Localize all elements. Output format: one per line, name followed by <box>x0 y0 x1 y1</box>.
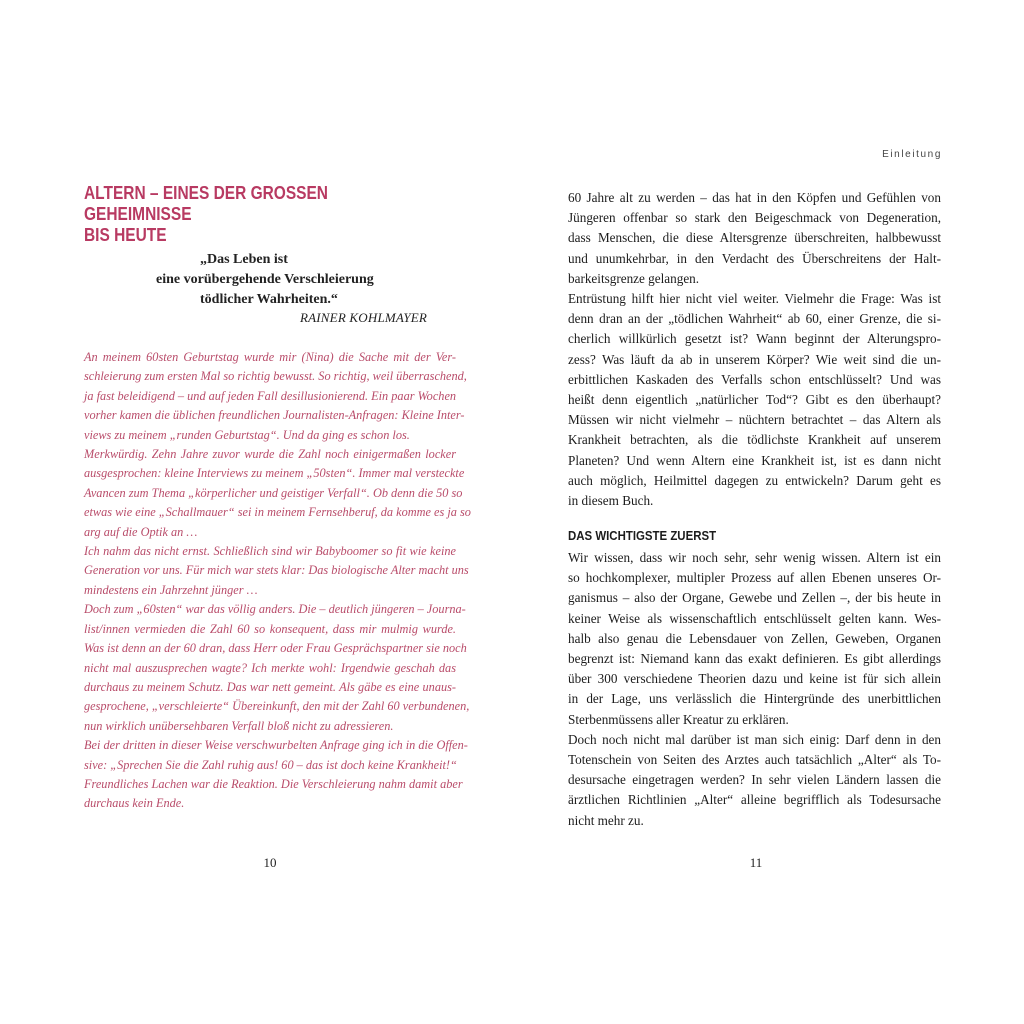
epigraph-line: „Das Leben ist <box>200 252 288 267</box>
chapter-title <box>84 183 394 246</box>
body-line: Totenschein von Seiten des Arztes auch tatsächlich „Alter“ als To- <box>568 752 941 768</box>
intro-line: Merkwürdig. Zehn Jahre zuvor wurde die Zahl noch einigermaßen locker <box>84 447 456 462</box>
body-line: ganismus – also der Organe, Gewebe und Zellen –, der bis heute in <box>568 590 941 606</box>
intro-line: sive: „Sprechen Sie die Zahl ruhig aus! 60 – das ist doch keine Krankheit!“ <box>84 757 457 772</box>
chapter-title-line: ALTERN – EINES DER GROSSEN GEHEIMNISSE <box>84 183 328 224</box>
body-text-block <box>568 548 941 831</box>
body-line: Jüngeren offenbar so stark den Beigeschmack von Degeneration, <box>568 210 941 226</box>
body-line: nicht mehr zu. <box>568 812 644 828</box>
body-line: in der Lage, uns verlässlich die Hintergründe des unerbittlichen <box>568 691 941 707</box>
body-line: desursache eingetragen werden? In sehr vielen Ländern lassen die <box>568 772 941 788</box>
body-line: zess? Was läuft da ab in unserem Körper? Wie weit sind die un- <box>568 351 941 367</box>
body-line: denn dran an der „tödlichen Wahrheit“ ab 60, einer Grenze, die si- <box>568 311 941 327</box>
epigraph-line: tödlicher Wahrheiten.“ <box>200 292 338 307</box>
body-line: Planeten? Und wenn Altern eine Krankheit ist, ist es dann nicht <box>568 452 941 468</box>
body-line: Müssen wir nicht vielmehr – nüchtern betrachtet – das Altern als <box>568 412 941 428</box>
body-line: cherlich willkürlich gesetzt ist? Wann beginnt der Alterungspro- <box>568 331 941 347</box>
running-head: Einleitung <box>882 149 942 160</box>
page-number-right: 11 <box>749 855 763 870</box>
epigraph-line: eine vorübergehende Verschleierung <box>156 272 374 287</box>
intro-line: schleierung zum ersten Mal so richtig bewusst. So richtig, weil überraschend, <box>84 369 467 384</box>
intro-line: nicht mal auszusprechen wagte? Ich merkte wohl: Irgendwie geschah das <box>84 660 456 675</box>
intro-line: list/innen vermieden die Zahl 60 so konsequent, dass mir mulmig wurde. <box>84 621 456 636</box>
body-line: keiner Weise als wissenschaftlich entschlüsselt gelten kann. Wes- <box>568 610 941 626</box>
body-line: Wir wissen, dass wir noch sehr, sehr wenig wissen. Altern ist ein <box>568 550 941 565</box>
intro-line: Bei der dritten in dieser Weise verschwurbelten Anfrage ging ich in die Offen- <box>84 738 468 753</box>
intro-line: mindestens ein Jahrzehnt jünger … <box>84 582 258 597</box>
section-heading: DAS WICHTIGSTE ZUERST <box>568 528 717 543</box>
intro-line: etwas wie eine „Schallmauer“ sei in meinem Fernsehberuf, da komme es ja so <box>84 505 471 520</box>
body-line: so hochkomplexer, multipler Prozess auf allen Ebenen unseres Or- <box>568 570 941 586</box>
body-line: erbittlichen Kaskaden des Verfalls schon entschlüsselt? Und was <box>568 371 941 387</box>
body-line: barkeitsgrenze gelangen. <box>568 270 700 286</box>
body-line: in diesem Buch. <box>568 493 654 509</box>
body-line: Entrüstung hilft hier nicht viel weiter. Vielmehr die Frage: Was ist <box>568 291 941 307</box>
body-text-block <box>568 188 941 511</box>
body-line: heißt denn eigentlich „natürlicher Tod“? Gibt es den überhaupt? <box>568 392 941 408</box>
intro-line: durchaus kein Ende. <box>84 796 185 811</box>
intro-line: Was ist denn an der 60 dran, dass Herr oder Frau Gesprächspartner sie noch <box>84 641 467 656</box>
body-line: Krankheit betrachten, als die tödlichste Krankheit auf unserem <box>568 432 941 448</box>
page-number-left: 10 <box>263 855 277 870</box>
intro-line: gesprochene, „verschleierte“ Übereinkunft, den mit der Zahl 60 verbundenen, <box>84 699 470 714</box>
body-line: Sterbenmüssens aller Kreatur zu erklären. <box>568 711 789 727</box>
intro-line: vorher kamen die üblichen freundlichen Journalisten-Anfragen: Kleine Inter- <box>84 408 465 423</box>
body-line: halb also genau die Lebensdauer von Zellen, Geweben, Organen <box>568 630 941 646</box>
body-line: über 300 verschiedene Theorien dazu und keine ist für sich allein <box>568 671 941 687</box>
intro-line: durchaus zu meinem Schutz. Das war nett gemeint. Als gäbe es eine unaus- <box>84 679 456 694</box>
intro-line: An meinem 60sten Geburtstag wurde mir (Nina) die Sache mit der Ver- <box>84 350 456 364</box>
intro-line: views zu meinem „runden Geburtstag“. Und da ging es schon los. <box>84 427 410 442</box>
body-line: und unumkehrbar, in den Verdacht des Überschreitens der Halt- <box>568 250 941 266</box>
intro-line: Ich nahm das nicht ernst. Schließlich sind wir Babyboomer so fit wie keine <box>84 544 456 559</box>
body-line: Doch noch nicht mal darüber ist man sich einig: Darf denn in den <box>568 731 941 747</box>
intro-line: Generation vor uns. Für mich war stets klar: Das biologische Alter macht uns <box>84 563 469 578</box>
intro-passage <box>84 348 471 814</box>
chapter-title-line: BIS HEUTE <box>84 225 167 245</box>
body-line: begrenzt ist: Niemand kann das exakt definieren. Es gibt allerdings <box>568 651 941 667</box>
intro-line: Avancen zum Thema „körperlicher und geistiger Verfall“. Ob denn die 50 so <box>84 485 463 500</box>
intro-line: ausgesprochen: kleine Interviews zu meinem „50sten“. Immer mal versteckte <box>84 466 465 481</box>
body-line: auch möglich, Heilmittel dagegen zu entwickeln? Darum geht es <box>568 472 941 488</box>
intro-line: nun wirklich unübersehbaren Verfall bloß nicht zu adressieren. <box>84 718 394 733</box>
epigraph-author: RAINER KOHLMAYER <box>300 310 428 325</box>
body-line: ärztlichen Richtlinien „Alter“ alleine begrifflich als Todesursache <box>568 792 941 808</box>
body-line: dass Menschen, die diese Altersgrenze überschreiten, halbbewusst <box>568 230 941 246</box>
intro-line: Doch zum „60sten“ war das völlig anders. Die – deutlich jüngeren – Journa- <box>84 602 466 617</box>
body-line: 60 Jahre alt zu werden – das hat in den Köpfen und Gefühlen von <box>568 190 941 205</box>
intro-line: ja fast beleidigend – und auf jeden Fall desillusionierend. Ein paar Wochen <box>84 388 457 403</box>
intro-line: arg auf die Optik an … <box>84 524 198 539</box>
intro-line: Freundliches Lachen war die Reaktion. Die Verschleierung nahm damit aber <box>84 776 463 791</box>
